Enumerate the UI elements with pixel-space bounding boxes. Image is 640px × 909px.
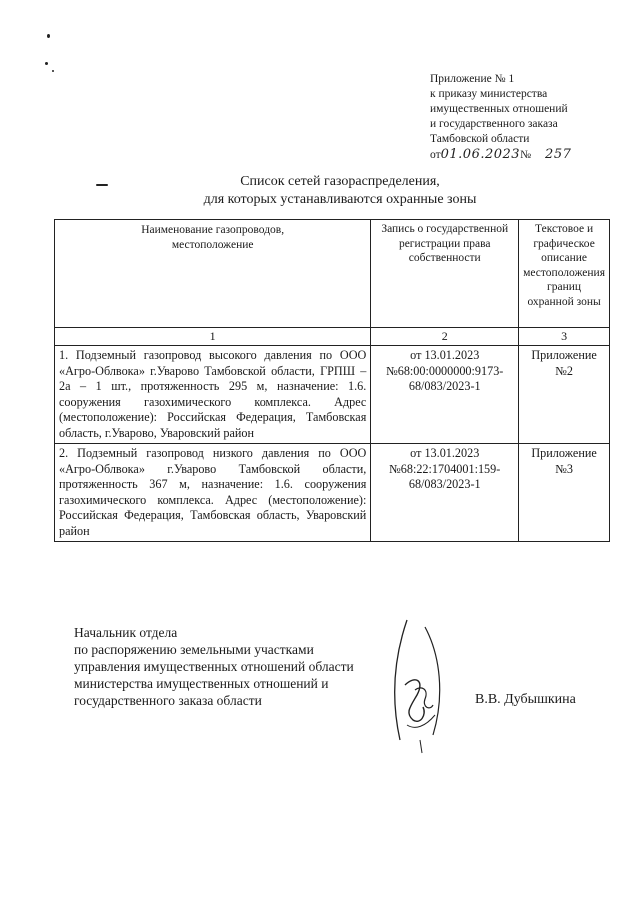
handwritten-signature	[385, 615, 455, 755]
title-line-2: для которых устанавливаются охранные зоны	[203, 192, 477, 207]
signer-line: государственного заказа области	[74, 693, 262, 708]
number-prefix: №	[520, 149, 532, 161]
appendix-line: Тамбовской области	[430, 133, 530, 145]
row-registration-cell: от 13.01.2023 №68:00:0000000:9173-68/083/2023-1	[371, 346, 519, 444]
appendix-line: имущественных отношений	[430, 103, 568, 115]
signer-block	[74, 624, 354, 709]
gas-networks-table	[54, 219, 610, 542]
appendix-line: Приложение № 1	[430, 73, 515, 85]
appendix-date-line	[430, 147, 630, 163]
column-number: 1	[55, 328, 371, 346]
document-title	[100, 173, 580, 209]
signer-line: министерства имущественных отношений и	[74, 676, 329, 691]
signer-line: управления имущественных отношений области	[74, 659, 354, 674]
header-description: Текстовое и графическое описание местоположения границ охранной зоны	[519, 220, 610, 328]
row-name-cell: 1. Подземный газопровод высокого давления по ООО «Агро-Облвока» г.Уварово Тамбовской области, ГРПШ – 2а – 1 шт., протяженность 295 м, назначение: 1.6. сооружения газохимического комплекса. Адрес (местоположение): Российская Федерация, Тамбовская область, г.Уварово, Уваровский район	[55, 346, 371, 444]
scan-speck	[47, 34, 50, 38]
handwritten-date: 01.06.2023	[440, 147, 521, 162]
column-number-row	[55, 328, 610, 346]
table-row	[55, 444, 610, 542]
scan-speck	[45, 62, 48, 65]
signer-line: по распоряжению земельными участками	[74, 642, 314, 657]
scan-speck	[52, 70, 54, 72]
table-header-row	[55, 220, 610, 328]
appendix-line: и государственного заказа	[430, 118, 558, 130]
signer-name: В.В. Дубышкина	[475, 692, 576, 707]
row-description-cell: Приложение №2	[519, 346, 610, 444]
column-number: 3	[519, 328, 610, 346]
header-name: Наименование газопроводов, местоположение	[55, 220, 371, 328]
column-number: 2	[371, 328, 519, 346]
appendix-line: к приказу министерства	[430, 88, 548, 100]
row-name-cell: 2. Подземный газопровод низкого давления по ООО «Агро-Облвока» г.Уварово Тамбовской области, протяженность 367 м, назначение: 1.6. сооружения газохимического комплекса. Адрес (местоположение): Российская Федерация, Тамбовская область, Уваровский район	[55, 444, 371, 542]
date-prefix: от	[430, 149, 441, 161]
title-line-1: Список сетей газораспределения,	[240, 174, 440, 189]
header-registration: Запись о государственной регистрации права собственности	[371, 220, 519, 328]
table-row	[55, 346, 610, 444]
row-description-cell: Приложение №3	[519, 444, 610, 542]
appendix-header	[430, 72, 630, 163]
signer-line: Начальник отдела	[74, 625, 178, 640]
handwritten-number: 257	[545, 147, 572, 162]
row-registration-cell: от 13.01.2023 №68:22:1704001:159-68/083/2023-1	[371, 444, 519, 542]
